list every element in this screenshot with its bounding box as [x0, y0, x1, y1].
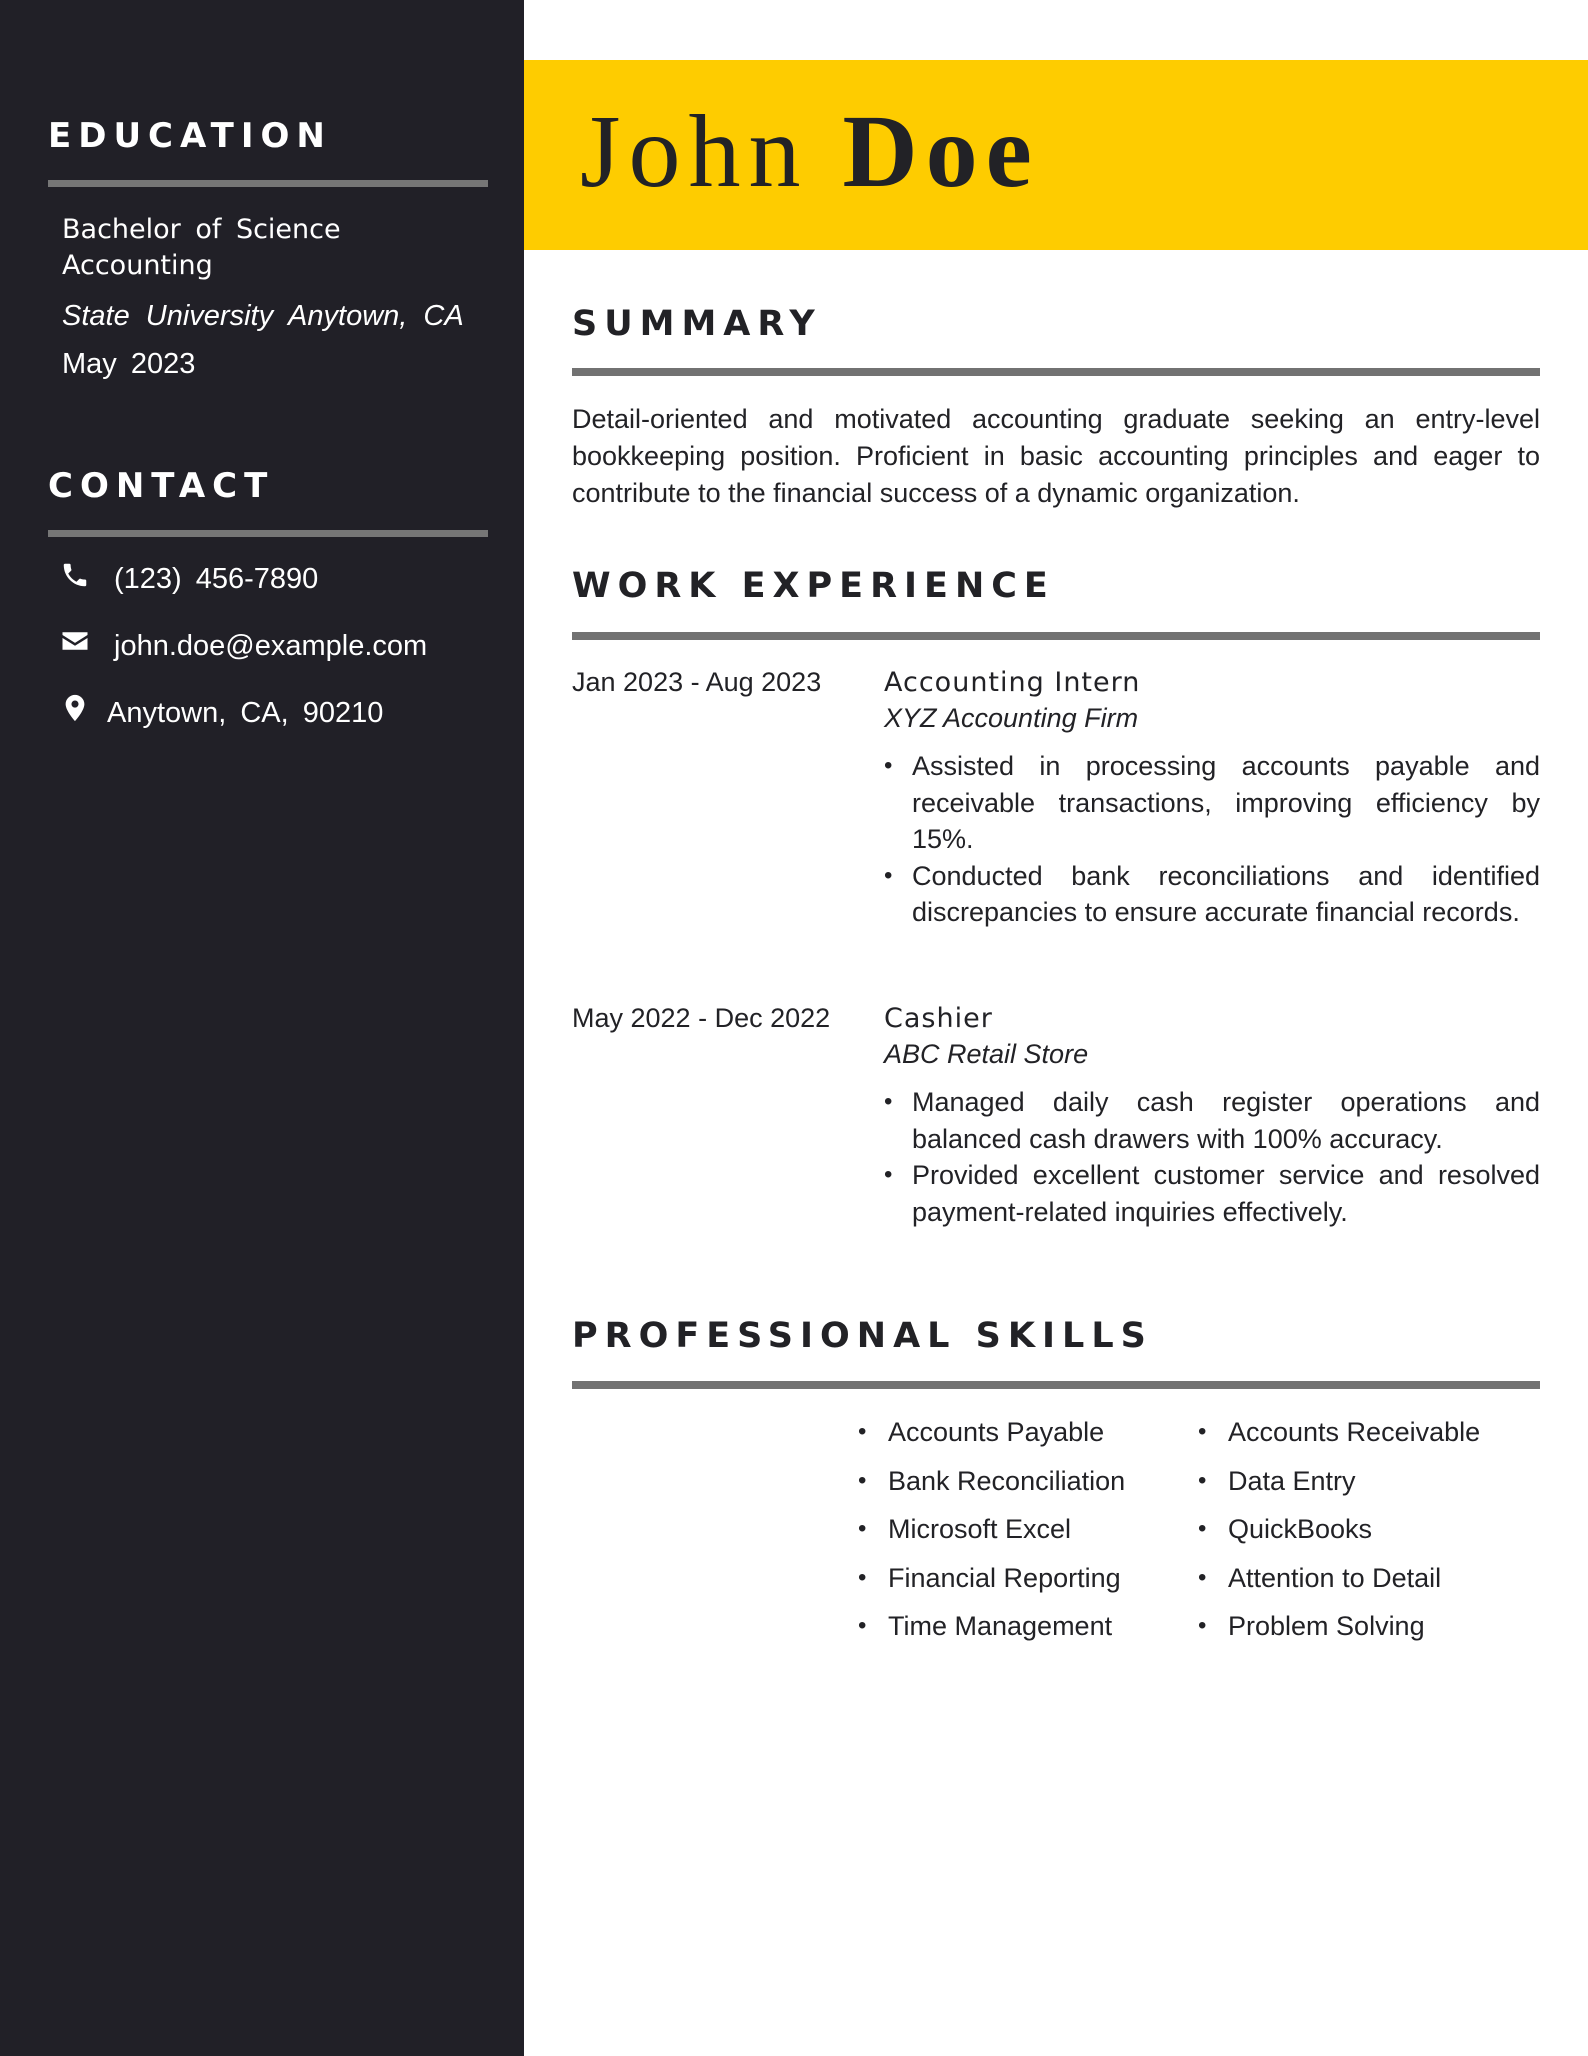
skills-list-right	[1198, 1412, 1480, 1655]
map-pin-icon	[60, 693, 90, 723]
skills-heading: PROFESSIONAL SKILLS	[572, 1316, 1153, 1356]
job-title: Accounting Intern	[884, 667, 1141, 698]
degree-line-1: Bachelor of Science	[62, 214, 341, 245]
summary-heading: SUMMARY	[572, 304, 822, 344]
summary-text: Detail-oriented and motivated accounting graduate seeking an entry-level bookkeeping position. Proficient in basic accounting principles and eager to contribute to the financial success of a dynamic organization.	[572, 404, 1540, 508]
first-name: John	[580, 94, 809, 209]
education-divider	[48, 180, 488, 187]
work-experience-divider	[572, 632, 1540, 640]
skills-divider	[572, 1381, 1540, 1389]
skill-item: • Accounts Payable	[858, 1412, 1125, 1461]
skill-item: • Problem Solving	[1198, 1606, 1480, 1655]
education-heading: EDUCATION	[48, 116, 332, 156]
job-dates: May 2022 - Dec 2022	[572, 1003, 831, 1033]
skill-item: • Microsoft Excel	[858, 1509, 1125, 1558]
job-bullet-list	[884, 748, 1540, 931]
job-title: Cashier	[884, 1003, 993, 1034]
work-experience-heading: WORK EXPERIENCE	[572, 566, 1055, 606]
skill-item: • Data Entry	[1198, 1461, 1480, 1510]
job-bullet: • Assisted in processing accounts payable and receivable transactions, improving efficiency by 15%.	[884, 748, 1540, 858]
contact-email[interactable]: john.doe@example.com	[114, 630, 428, 662]
skills-list-left	[858, 1412, 1125, 1655]
job-bullet-list	[884, 1084, 1540, 1230]
job-dates: Jan 2023 - Aug 2023	[572, 667, 822, 697]
graduation-date: May 2023	[62, 348, 196, 380]
skill-item: • Accounts Receivable	[1198, 1412, 1480, 1461]
skill-item: • Time Management	[858, 1606, 1125, 1655]
job-bullet: • Managed daily cash register operations and balanced cash drawers with 100% accuracy.	[884, 1084, 1540, 1157]
summary-divider	[572, 368, 1540, 376]
degree-line-2: Accounting	[62, 250, 213, 281]
skill-item: • Financial Reporting	[858, 1558, 1125, 1607]
contact-location: Anytown, CA, 90210	[107, 697, 384, 729]
phone-icon	[60, 560, 90, 590]
skill-item: • Attention to Detail	[1198, 1558, 1480, 1607]
candidate-name	[580, 82, 1040, 222]
job-bullet: • Provided excellent customer service and resolved payment-related inquiries effectively.	[884, 1157, 1540, 1230]
job-company: XYZ Accounting Firm	[884, 703, 1139, 733]
contact-phone[interactable]: (123) 456-7890	[114, 563, 319, 595]
envelope-icon	[60, 626, 90, 656]
last-name: Doe	[842, 94, 1040, 209]
school-name: State University Anytown, CA	[62, 300, 464, 332]
job-company: ABC Retail Store	[884, 1039, 1089, 1069]
skill-item: • QuickBooks	[1198, 1509, 1480, 1558]
contact-heading: CONTACT	[48, 466, 275, 506]
name-banner	[524, 60, 1588, 250]
skill-item: • Bank Reconciliation	[858, 1461, 1125, 1510]
sidebar	[0, 0, 524, 2056]
contact-divider	[48, 530, 488, 537]
job-bullet: • Conducted bank reconciliations and identified discrepancies to ensure accurate financial records.	[884, 858, 1540, 931]
